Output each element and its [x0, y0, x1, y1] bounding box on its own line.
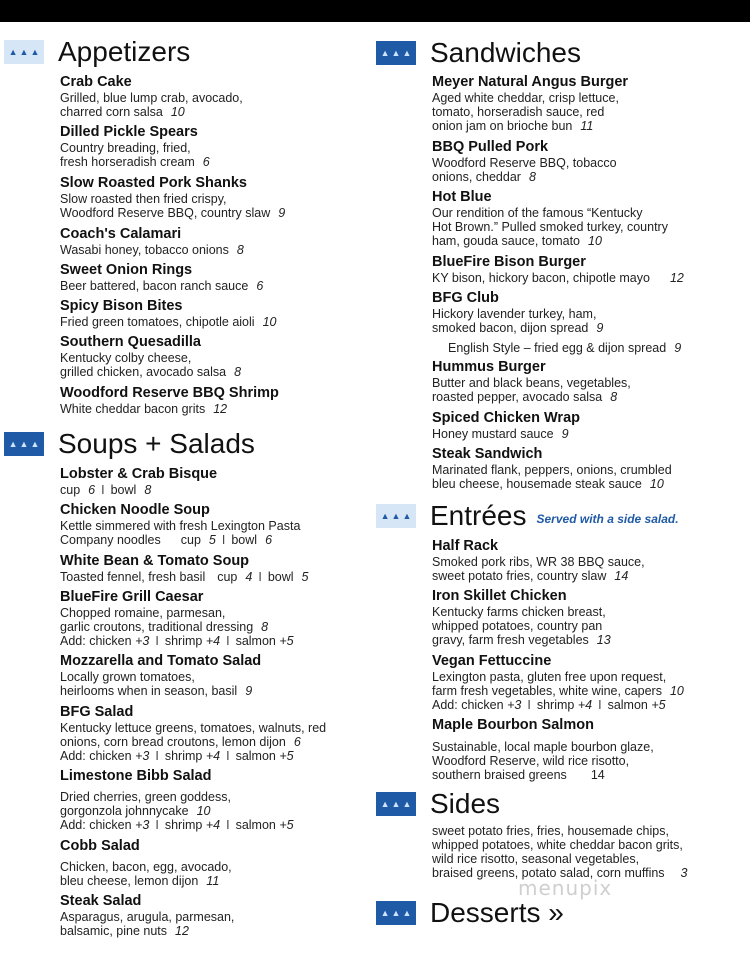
item-desc: heirlooms when in season, basil 9 [60, 684, 253, 698]
item-desc: Country breading, fried, [60, 141, 191, 155]
item-desc: Marinated flank, peppers, onions, crumbled [432, 463, 672, 477]
item-name: Iron Skillet Chicken [432, 588, 567, 604]
item-desc: Asparagus, arugula, parmesan, [60, 910, 235, 924]
menu-item [432, 653, 684, 712]
item-desc: Fried green tomatoes, chipotle aioli 10 [60, 315, 277, 329]
menu-item [60, 838, 232, 888]
desserts-link[interactable]: Desserts » [430, 897, 564, 928]
item-desc: gorgonzola johnnycake 10 [60, 804, 211, 818]
item-desc: Hickory lavender turkey, ham, [432, 307, 597, 321]
item-desc: onions, cheddar 8 [432, 170, 536, 184]
item-price: 10 [170, 105, 185, 119]
menu-item [60, 226, 244, 257]
menu-item [60, 262, 263, 293]
item-price: 12 [213, 402, 228, 416]
item-name: White Bean & Tomato Soup [60, 553, 250, 569]
item-name: Vegan Fettuccine [432, 653, 552, 669]
item-name: Meyer Natural Angus Burger [432, 74, 629, 90]
menu-item [60, 589, 294, 648]
menu-item [60, 653, 261, 698]
boat-icon: ▲ ▲ ▲ [376, 504, 416, 528]
item-name: Limestone Bibb Salad [60, 768, 212, 784]
item-desc: tomato, horseradish sauce, red [432, 105, 605, 119]
item-name: BlueFire Bison Burger [432, 254, 586, 270]
item-name: Slow Roasted Pork Shanks [60, 175, 247, 191]
item-desc: cup 6 I bowl 8 [60, 483, 152, 497]
item-desc: garlic croutons, traditional dressing 8 [60, 620, 269, 634]
item-name: BFG Club [432, 290, 499, 306]
sides-list [432, 824, 688, 880]
item-name: Southern Quesadilla [60, 334, 201, 350]
menu-item [60, 385, 279, 416]
menu-item [60, 893, 234, 938]
item-name: Lobster & Crab Bisque [60, 466, 218, 482]
item-desc: Wasabi honey, tobacco onions 8 [60, 243, 244, 257]
item-desc: charred corn salsa 10 [60, 105, 185, 119]
item-desc: bleu cheese, housemade steak sauce 10 [432, 477, 664, 491]
item-desc: Chicken, bacon, egg, avocado, [60, 860, 232, 874]
item-price: 8 [236, 243, 244, 257]
item-desc: gravy, farm fresh vegetables 13 [432, 633, 611, 647]
add-ons: Add: chicken +3 I shrimp +4 I salmon +5 [60, 634, 294, 648]
item-desc: English Style – fried egg & dijon spread 9 [448, 341, 682, 355]
item-desc: Sustainable, local maple bourbon glaze, [432, 740, 654, 754]
section-title: Sides [430, 788, 501, 819]
item-name: Maple Bourbon Salmon [432, 717, 594, 733]
section-title: Appetizers [58, 36, 191, 67]
item-name: Cobb Salad [60, 838, 140, 854]
item-desc: whipped potatoes, white cheddar bacon grits, [432, 838, 683, 852]
item-name: Mozzarella and Tomato Salad [60, 653, 262, 669]
item-desc: Kentucky farms chicken breast, [432, 605, 606, 619]
section-title: Sandwiches [430, 37, 581, 68]
item-desc: Aged white cheddar, crisp lettuce, [432, 91, 619, 105]
item-name: Woodford Reserve BBQ Shrimp [60, 385, 279, 401]
item-desc: Dried cherries, green goddess, [60, 790, 231, 804]
item-price: 8 [234, 365, 242, 379]
item-desc: balsamic, pine nuts 12 [60, 924, 189, 938]
menu-item [432, 139, 617, 184]
item-desc: sweet potato fries, country slaw 14 [432, 569, 629, 583]
item-desc: wild rice risotto, seasonal vegetables, [432, 852, 640, 866]
item-name: Coach's Calamari [60, 226, 182, 242]
item-desc: Beer battered, bacon ranch sauce 6 [60, 279, 264, 293]
add-ons: Add: chicken +3 I shrimp +4 I salmon +5 [60, 818, 294, 832]
boat-icon: ▲ ▲ ▲ [376, 41, 416, 65]
item-desc: Grilled, blue lump crab, avocado, [60, 91, 243, 105]
item-desc: Locally grown tomatoes, [60, 670, 195, 684]
boat-icon: ▲ ▲ ▲ [4, 40, 44, 64]
item-name: BBQ Pulled Pork [432, 139, 549, 155]
menu-item [60, 334, 241, 379]
section-note: Served with a side salad. [536, 512, 679, 526]
item-name: Spicy Bison Bites [60, 298, 183, 314]
menu-item [432, 254, 684, 285]
menu-item [60, 502, 300, 547]
item-desc: onion jam on brioche bun 11 [432, 119, 594, 133]
item-desc: braised greens, potato salad, corn muffins 3 [432, 866, 688, 880]
menu-item [432, 538, 645, 583]
item-desc: White cheddar bacon grits 12 [60, 402, 228, 416]
item-name: Hot Blue [432, 189, 492, 205]
item-desc: Butter and black beans, vegetables, [432, 376, 631, 390]
menu-item [60, 74, 243, 119]
item-desc: Chopped romaine, parmesan, [60, 606, 226, 620]
menu-item [60, 466, 217, 497]
menu-item [432, 74, 628, 133]
menu-item [432, 717, 654, 782]
item-desc: smoked bacon, dijon spread 9 [432, 321, 604, 335]
menu-item [60, 175, 285, 220]
item-desc: Woodford Reserve BBQ, country slaw 9 [60, 206, 286, 220]
item-name: Hummus Burger [432, 359, 546, 375]
appetizers-header [4, 36, 190, 68]
menu-item [432, 189, 668, 248]
sides-header [376, 788, 500, 820]
section-title: Soups + Salads [58, 428, 255, 459]
item-desc: whipped potatoes, country pan [432, 619, 603, 633]
item-desc: farm fresh vegetables, white wine, capers 10 [432, 684, 684, 698]
item-name: BlueFire Grill Caesar [60, 589, 204, 605]
item-desc: Kettle simmered with fresh Lexington Pasta [60, 519, 301, 533]
item-desc: Company noodles cup 5 I bowl 6 [60, 533, 273, 547]
boat-icon: ▲ ▲ ▲ [376, 901, 416, 925]
item-name: Spiced Chicken Wrap [432, 410, 580, 426]
top-bar [0, 0, 750, 22]
item-desc: Smoked pork ribs, WR 38 BBQ sauce, [432, 555, 645, 569]
item-desc: sweet potato fries, fries, housemade chips, [432, 824, 669, 838]
entrees-header [376, 500, 679, 532]
item-desc: bleu cheese, lemon dijon 11 [60, 874, 220, 888]
item-name: Steak Sandwich [432, 446, 543, 462]
boat-icon: ▲ ▲ ▲ [376, 792, 416, 816]
menu-item [432, 446, 672, 491]
item-desc: Woodford Reserve BBQ, tobacco [432, 156, 617, 170]
item-price: 6 [202, 155, 210, 169]
item-desc: fresh horseradish cream 6 [60, 155, 210, 169]
menu-item [432, 359, 631, 404]
item-desc: Honey mustard sauce 9 [432, 427, 569, 441]
item-desc: southern braised greens 14 [432, 768, 605, 782]
item-desc: Woodford Reserve, wild rice risotto, [432, 754, 630, 768]
desserts-header[interactable] [376, 897, 564, 929]
item-desc: roasted pepper, avocado salsa 8 [432, 390, 618, 404]
item-desc: onions, corn bread croutons, lemon dijon 6 [60, 735, 301, 749]
item-name: Crab Cake [60, 74, 132, 90]
menu-item [432, 588, 611, 647]
section-title: Entrées [430, 500, 527, 531]
item-desc: KY bison, hickory bacon, chipotle mayo 12 [432, 271, 684, 285]
boat-icon: ▲ ▲ ▲ [4, 432, 44, 456]
item-price: 10 [262, 315, 277, 329]
item-name: Chicken Noodle Soup [60, 502, 210, 518]
item-desc: Toasted fennel, fresh basil cup 4 I bowl 5 [60, 570, 309, 584]
item-desc: Kentucky lettuce greens, tomatoes, walnuts, red [60, 721, 327, 735]
item-price: 9 [278, 206, 286, 220]
item-name: Half Rack [432, 538, 499, 554]
menu-item [60, 553, 309, 584]
menupix-watermark: menupix [518, 876, 613, 900]
item-desc: ham, gouda sauce, tomato 10 [432, 234, 602, 248]
item-name: Sweet Onion Rings [60, 262, 193, 278]
item-name: Dilled Pickle Spears [60, 124, 198, 140]
item-desc: Our rendition of the famous “Kentucky [432, 206, 643, 220]
menu-item [60, 704, 326, 763]
menu-item [60, 768, 294, 832]
menu-item [432, 410, 580, 441]
item-desc: Lexington pasta, gluten free upon request, [432, 670, 667, 684]
add-ons: Add: chicken +3 I shrimp +4 I salmon +5 [432, 698, 666, 712]
menu-item [432, 290, 681, 355]
item-price: 6 [256, 279, 264, 293]
item-name: Steak Salad [60, 893, 142, 909]
menu-item [60, 298, 276, 329]
sandwiches-header [376, 37, 581, 69]
menu-item [60, 124, 210, 169]
item-desc: grilled chicken, avocado salsa 8 [60, 365, 242, 379]
item-name: BFG Salad [60, 704, 134, 720]
add-ons: Add: chicken +3 I shrimp +4 I salmon +5 [60, 749, 294, 763]
item-desc: Kentucky colby cheese, [60, 351, 192, 365]
soups-salads-header [4, 428, 255, 460]
item-desc: Hot Brown.” Pulled smoked turkey, country [432, 220, 668, 234]
item-desc: Slow roasted then fried crispy, [60, 192, 227, 206]
